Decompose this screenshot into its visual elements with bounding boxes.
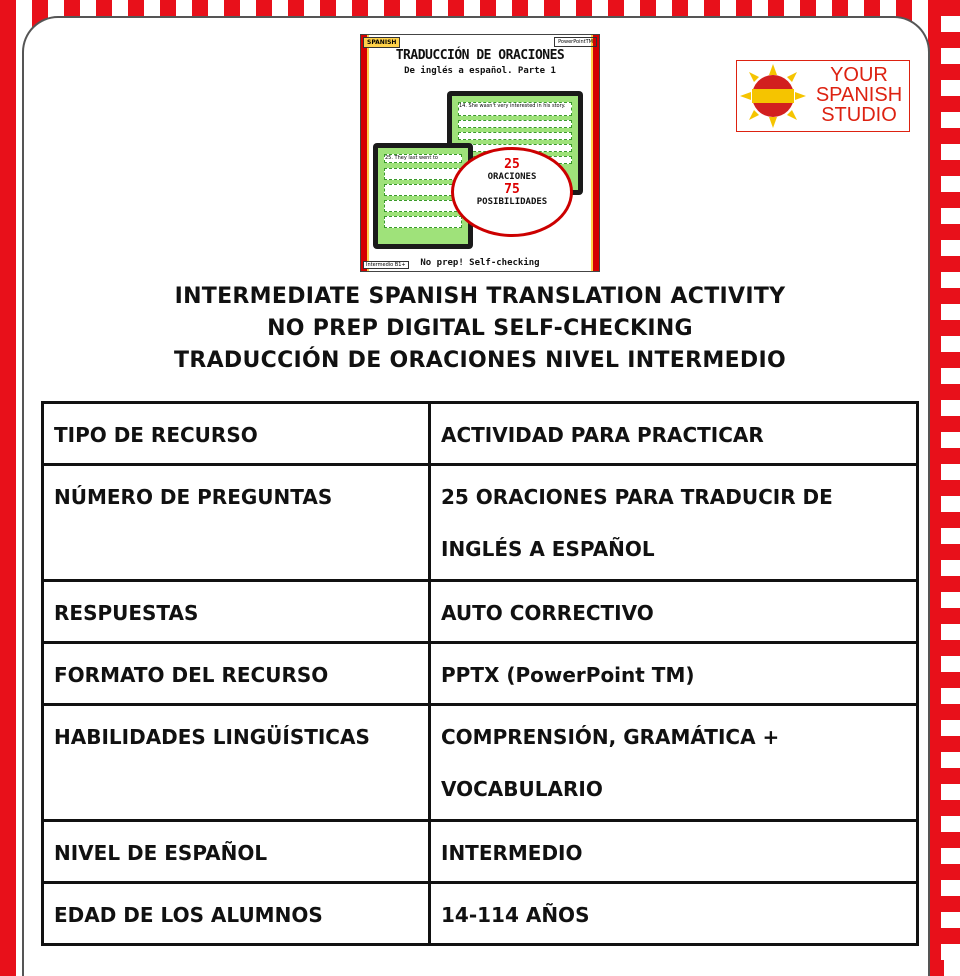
- row-value: 14-114 AÑOS: [430, 883, 918, 945]
- headline-line-1: INTERMEDIATE SPANISH TRANSLATION ACTIVITY: [174, 284, 786, 309]
- table-row: [43, 643, 918, 705]
- row-key: NÚMERO DE PREGUNTAS: [43, 465, 430, 581]
- screen-line: [384, 216, 462, 228]
- badge-number-sentences: 25: [504, 157, 520, 172]
- row-value: PPTX (PowerPoint TM): [430, 643, 918, 705]
- row-value: ACTIVIDAD PARA PRACTICAR: [430, 403, 918, 465]
- thumbnail-footer: No prep! Self-checking: [420, 258, 540, 268]
- thumbnail-title: TRADUCCIÓN DE ORACIONES: [395, 48, 565, 63]
- badge-word-sentences: ORACIONES: [487, 172, 537, 182]
- resource-info-table: [41, 401, 919, 946]
- screen-line: [384, 168, 462, 180]
- table-row: [43, 581, 918, 643]
- row-value: INTERMEDIO: [430, 821, 918, 883]
- logo-line-studio: STUDIO: [821, 104, 897, 126]
- count-badge: [451, 147, 573, 237]
- row-value: 25 ORACIONES PARA TRADUCIR DE INGLÉS A ESPAÑOL: [430, 465, 918, 581]
- your-spanish-studio-logo: [736, 60, 910, 132]
- table-row: [43, 465, 918, 581]
- product-thumbnail: [360, 34, 600, 272]
- thumbnail-spanish-tag: SPANISH: [363, 37, 400, 48]
- thumbnail-powerpoint-tag: PowerPointTM: [554, 37, 597, 47]
- screen-line: [458, 120, 572, 128]
- table-row: [43, 883, 918, 945]
- logo-line-your: YOUR: [830, 64, 888, 86]
- row-key: EDAD DE LOS ALUMNOS: [43, 883, 430, 945]
- row-key: FORMATO DEL RECURSO: [43, 643, 430, 705]
- table-row: [43, 821, 918, 883]
- row-key: HABILIDADES LINGÜÍSTICAS: [43, 705, 430, 821]
- thumbnail-level-tag: Intermedio B1+: [363, 261, 409, 269]
- headline-line-3: TRADUCCIÓN DE ORACIONES NIVEL INTERMEDIO: [174, 348, 786, 373]
- right-stripe-border: [941, 0, 960, 960]
- screen-line: 25. They last went to: [384, 154, 462, 163]
- logo-text: [811, 65, 907, 125]
- row-key: TIPO DE RECURSO: [43, 403, 430, 465]
- row-key: NIVEL DE ESPAÑOL: [43, 821, 430, 883]
- thumbnail-subtitle: De inglés a español. Parte 1: [404, 66, 556, 76]
- row-value: COMPRENSIÓN, GRAMÁTICA + VOCABULARIO: [430, 705, 918, 821]
- screen-line: [384, 200, 462, 212]
- table-row: [43, 403, 918, 465]
- table-row: [43, 705, 918, 821]
- headline-line-2: NO PREP DIGITAL SELF-CHECKING: [267, 316, 693, 341]
- badge-word-possibilities: POSIBILIDADES: [476, 197, 548, 207]
- screen-line: [458, 132, 572, 140]
- row-value: AUTO CORRECTIVO: [430, 581, 918, 643]
- screen-line: 14. She wasn't very interested in his story.: [458, 102, 572, 116]
- logo-line-spanish: SPANISH: [815, 84, 903, 106]
- sun-flag-icon: [739, 63, 807, 129]
- badge-number-possibilities: 75: [504, 182, 520, 197]
- row-key: RESPUESTAS: [43, 581, 430, 643]
